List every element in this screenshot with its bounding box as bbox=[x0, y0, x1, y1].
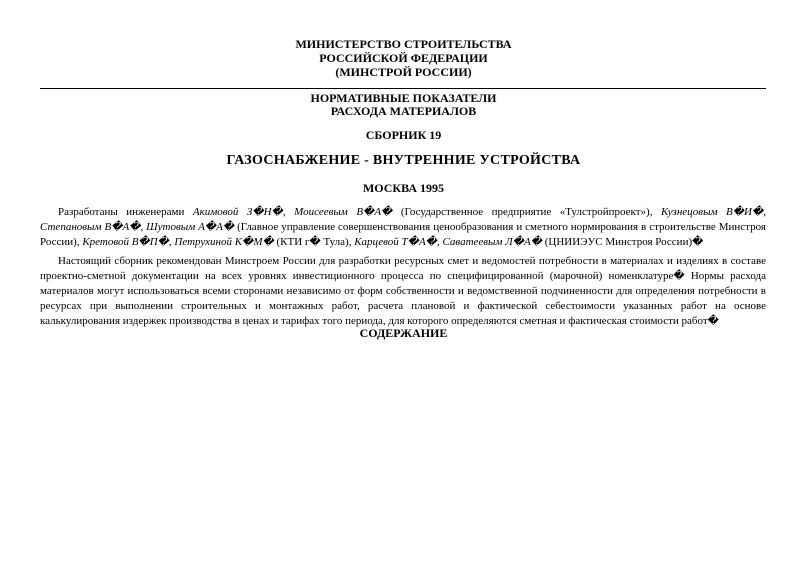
organization: (Главное управление совершенствования ценообразования и сметного нормирования в строительстве Минстроя России), bbox=[40, 221, 766, 248]
organization: (КТИ г� Тула), bbox=[273, 236, 355, 248]
ministry-line-2: РОССИЙСКОЙ ФЕДЕРАЦИИ bbox=[319, 51, 488, 65]
developer-name: Петрухиной К�М� bbox=[174, 236, 274, 248]
header-divider bbox=[40, 88, 766, 89]
recommendation-paragraph: Настоящий сборник рекомендован Минстроем России для разработки ресурсных смет и ведомостей потребности в материалах и изделиях в составе проектно-сметной документации на всех уровнях инвестиционного процесса по специфицированной (марочной) номенклатуре� Нормы расхода материалов могут использоваться всеми сторонами независимо от форм собственности и ведомственной подчиненности для определения потребности в ресурсах при выполнении строительных и монтажных работ, расчета плановой и фактической себестоимости указанных работ на основе калькулирования издержек производства в ценах и тарифах того периода, для которого определяются сметная и фактическая стоимости работ� bbox=[40, 255, 766, 327]
ministry-line-3: (МИНСТРОЙ РОССИИ) bbox=[335, 65, 472, 79]
developer-name: Саватеевым Л�А� bbox=[442, 236, 542, 248]
separator: , bbox=[168, 236, 175, 248]
developers-paragraph bbox=[40, 205, 766, 250]
developer-name: Кузнецовым В�И� bbox=[660, 206, 764, 218]
developer-name: Моисеевым В�А� bbox=[294, 206, 393, 218]
developer-name: Шутовым А�А� bbox=[146, 221, 235, 233]
ministry-line-1: МИНИСТЕРСТВО СТРОИТЕЛЬСТВА bbox=[295, 37, 512, 51]
subheading-line-1: НОРМАТИВНЫЕ ПОКАЗАТЕЛИ bbox=[310, 91, 497, 105]
document-subheading bbox=[0, 92, 807, 118]
separator: , bbox=[436, 236, 443, 248]
separator: , bbox=[140, 221, 147, 233]
developer-name: Кретовой В�П� bbox=[82, 236, 169, 248]
collection-label: СБОРНИК 19 bbox=[365, 128, 442, 142]
developer-name: Карцевой Т�А� bbox=[354, 236, 437, 248]
contents-heading: СОДЕРЖАНИЕ bbox=[359, 326, 448, 340]
ministry-header bbox=[0, 37, 807, 79]
city-year: МОСКВА 1995 bbox=[362, 181, 445, 195]
subheading-line-2: РАСХОДА МАТЕРИАЛОВ bbox=[330, 104, 477, 118]
organization: (ЦНИИЭУС Минстроя России)� bbox=[542, 236, 704, 248]
document-title: ГАЗОСНАБЖЕНИЕ - ВНУТРЕННИЕ УСТРОЙСТВА bbox=[226, 153, 581, 168]
developers-intro: Разработаны инженерами bbox=[58, 206, 193, 218]
developer-name: Степановым В�А� bbox=[40, 221, 141, 233]
separator: , bbox=[763, 206, 767, 218]
organization: (Государственное предприятие «Тулстройпроект»), bbox=[392, 206, 661, 218]
separator: , bbox=[282, 206, 295, 218]
developer-name: Акимовой З�Н� bbox=[192, 206, 283, 218]
